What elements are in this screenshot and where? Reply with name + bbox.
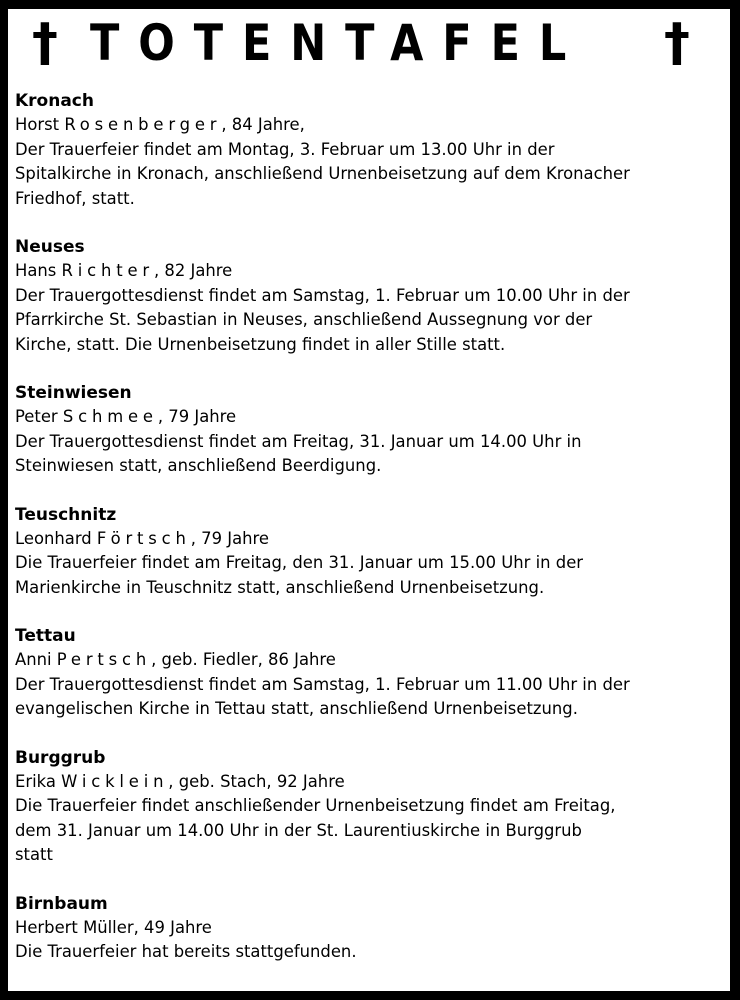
first-name: Herbert [15,917,78,938]
entry-text-line: Kirche, statt. Die Urnenbeisetzung findet in aller Stille statt. [15,334,506,355]
entry-text-line: Steinwiesen statt, anschließend Beerdigung. [15,456,382,476]
surname: Rosenberger [64,115,222,135]
entry-person [15,259,702,284]
entry-text-line: Der Trauerfeier findet am Montag, 3. Februar um 13.00 Uhr in der [15,139,555,160]
obituary-entry [15,624,727,722]
first-name: Hans [15,261,57,281]
entry-text-line: Pfarrkirche St. Sebastian in Neuses, anschließend Aussegnung vor der [15,310,593,330]
entry-place: Tettau [15,626,76,646]
obituary-entry [15,503,727,601]
obituary-entry [15,892,727,965]
name-suffix: , 82 Jahre [153,261,233,281]
cross-icon: † [664,13,690,73]
entry-place: Burggrub [15,747,106,768]
surname: Müller [83,917,134,938]
entry-person [15,770,702,795]
first-name: Erika [15,771,56,792]
surname: Richter [61,261,154,281]
name-suffix: , 49 Jahre [133,917,212,938]
entry-text-line: evangelischen Kirche in Tettau statt, anschließend Urnenbeisetzung. [15,699,578,719]
first-name: Horst [15,115,60,135]
entry-place: Teuschnitz [15,504,117,525]
first-name: Peter [15,407,58,427]
entry-person [15,405,702,430]
entry-text-line: statt [15,845,53,865]
entry-place: Steinwiesen [15,383,132,403]
header [8,13,730,73]
entry-place: Kronach [15,91,94,111]
first-name: Leonhard [15,528,92,549]
surname: Pertsch [56,650,152,670]
name-suffix: , 84 Jahre, [221,115,305,135]
entry-text-line: Der Trauergottesdienst findet am Freitag, 31. Januar um 14.00 Uhr in [15,431,582,452]
first-name: Anni [15,650,52,670]
obituary-entry [15,89,727,211]
name-suffix: , geb. Fiedler, 86 Jahre [151,650,336,670]
surname: Förtsch [96,528,191,549]
name-suffix: , 79 Jahre [190,528,270,549]
obituary-board [8,9,730,991]
entry-place: Birnbaum [15,893,108,914]
cross-icon: † [32,13,58,73]
name-suffix: , 79 Jahre [157,407,237,427]
surname: Schmee [62,407,158,427]
obituary-entry [15,235,727,357]
obituary-list [15,89,727,989]
page-title: TOTENTAFEL [90,14,586,72]
entry-person [15,527,702,552]
entry-place: Neuses [15,237,85,257]
entry-text-line: dem 31. Januar um 14.00 Uhr in der St. Laurentiuskirche in Burggrub [15,820,582,841]
surname: Wicklein [61,771,169,792]
entry-text-line: Die Trauerfeier findet am Freitag, den 31. Januar um 15.00 Uhr in der [15,553,584,573]
entry-person [15,113,702,138]
entry-text-line: Die Trauerfeier hat bereits stattgefunden. [15,942,357,962]
name-suffix: , geb. Stach, 92 Jahre [168,771,345,792]
obituary-entry [15,746,727,868]
entry-text-line: Der Trauergottesdienst findet am Samstag, 1. Februar um 10.00 Uhr in der [15,285,630,306]
entry-text-line: Die Trauerfeier findet anschließender Urnenbeisetzung findet am Freitag, [15,796,616,816]
entry-text-line: Friedhof, statt. [15,188,135,209]
entry-person [15,916,702,941]
entry-person [15,648,702,673]
entry-text-line: Marienkirche in Teuschnitz statt, anschließend Urnenbeisetzung. [15,577,545,598]
obituary-entry [15,381,727,479]
entry-text-line: Spitalkirche in Kronach, anschließend Urnenbeisetzung auf dem Kronacher [15,164,630,184]
entry-text-line: Der Trauergottesdienst findet am Samstag, 1. Februar um 11.00 Uhr in der [15,674,630,695]
